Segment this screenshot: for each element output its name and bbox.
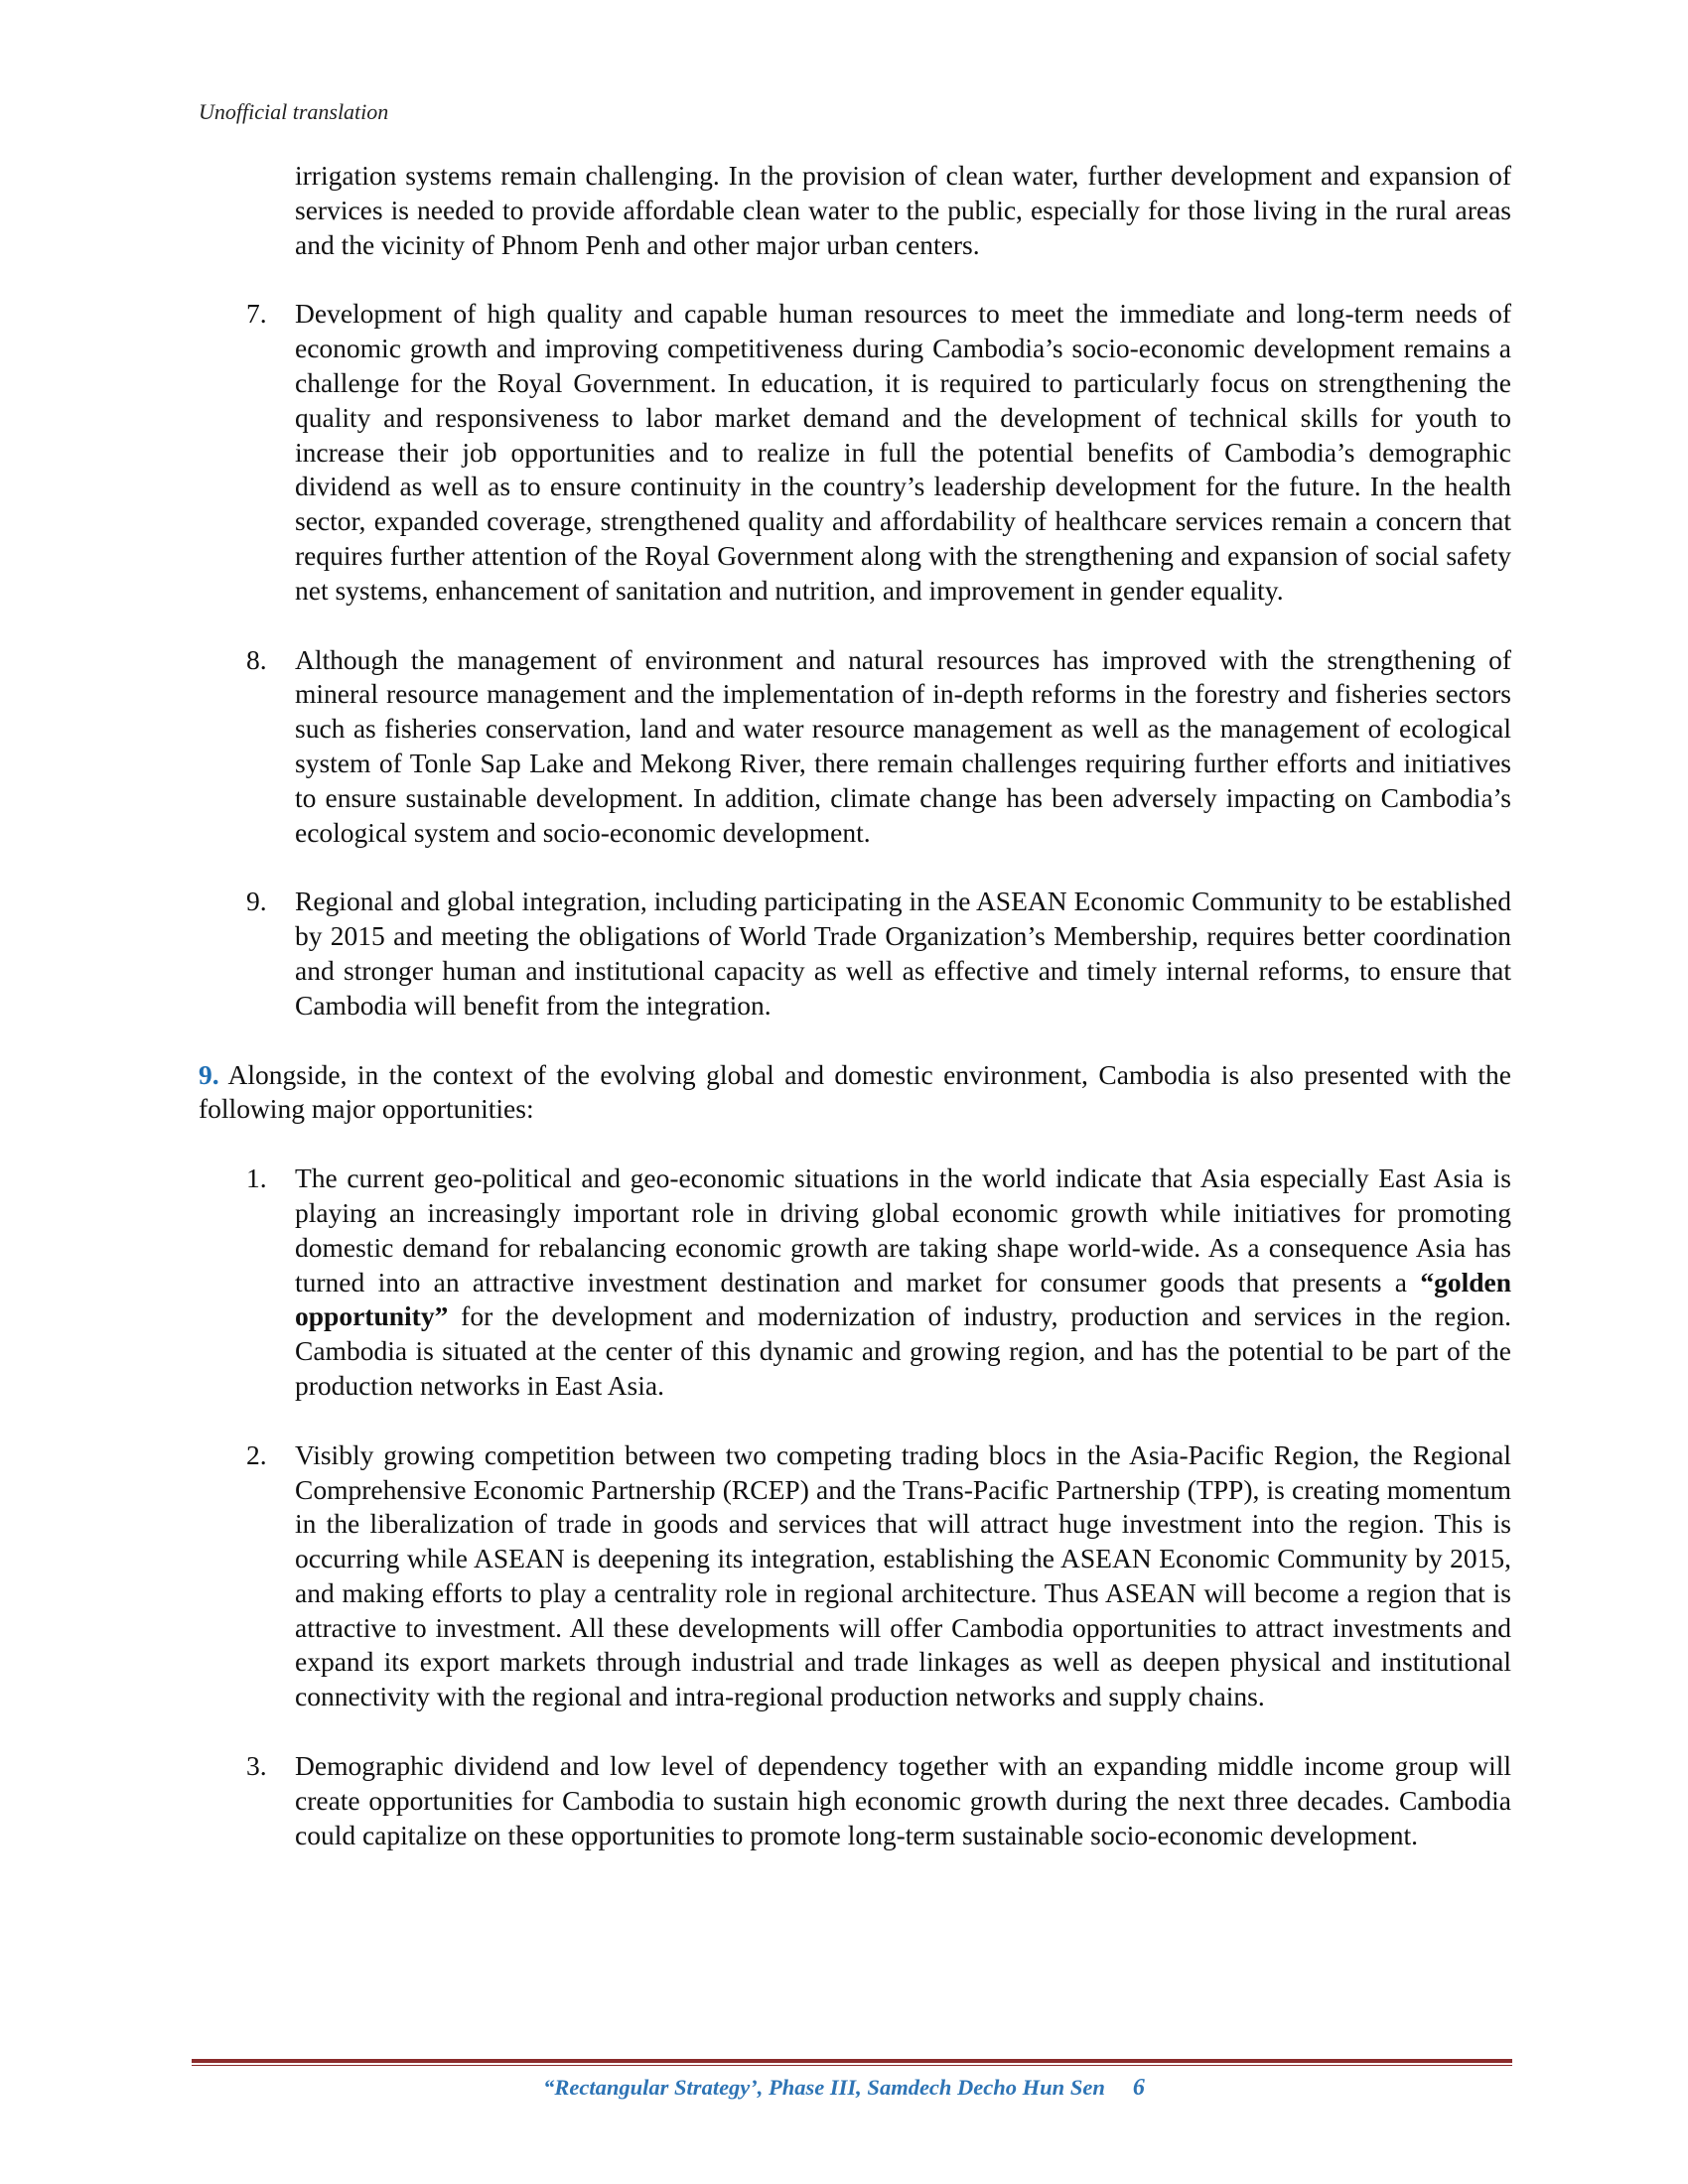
list-item-text: Regional and global integration, including participating in the ASEAN Economic Community to be established by 2015 and meeting the obligations of World Trade Organization’s Membership, requires better coordination and stronger human and institutional capacity as well as effective and timely internal reforms, to ensure that Cambodia will benefit from the integration. — [295, 886, 1511, 1021]
section-text: Alongside, in the context of the evolving global and domestic environment, Cambodia is also presented with the following major opportunities: — [199, 1058, 1511, 1125]
list-item-text: Demographic dividend and low level of dependency together with an expanding middle income group will create opportunities for Cambodia to sustain high economic growth during the next three decades. Cambodia could capitalize on these opportunities to promote long-term sustainable socio-economic development. — [295, 1750, 1511, 1850]
text-segment: The current geo-political and geo-economic situations in the world indicate that Asia especially East Asia is playing an increasingly important role in driving global economic growth while initiatives for promoting domestic demand for rebalancing economic growth are taking shape world-wide. As a consequence Asia has turned into an attractive investment destination and market for consumer goods that presents a — [295, 1162, 1511, 1297]
list-number: 2. — [246, 1438, 267, 1470]
continuation-paragraph: irrigation systems remain challenging. In the provision of clean water, further development and expansion of services is needed to provide affordable clean water to the public, especially for those living in the rural areas and the vicinity of Phnom Penh and other major urban centers. — [295, 160, 1511, 260]
opportunity-item-2 — [246, 1438, 1511, 1714]
list-item-text: Although the management of environment and natural resources has improved with the strengthening of mineral resource management and the implementation of in-depth reforms in the forestry and fisheries sectors such as fisheries conservation, land and water resource management as well as the management of ecological system of Tonle Sap Lake and Mekong River, there remain challenges requiring further efforts and initiatives to ensure sustainable development. In addition, climate change has been adversely impacting on Cambodia’s ecological system and socio-economic development. — [295, 643, 1511, 848]
list-item-text — [295, 1161, 1511, 1404]
list-item-text: Development of high quality and capable human resources to meet the immediate and long-term needs of economic growth and improving competitiveness during Cambodia’s socio-economic development remains a challenge for the Royal Government. In education, it is required to particularly focus on strengthening the quality and responsiveness to labor market demand and the development of technical skills for youth to increase their job opportunities and to realize in full the potential benefits of Cambodia’s demographic dividend as well as to ensure continuity in the country’s leadership development for the future. In the health sector, expanded coverage, strengthened quality and affordability of healthcare services remain a concern that requires further attention of the Royal Government along with the strengthening and expansion of social safety net systems, enhancement of sanitation and nutrition, and improvement in gender equality. — [295, 298, 1511, 606]
page-number: 6 — [1132, 2075, 1145, 2101]
list-item-text: Visibly growing competition between two competing trading blocs in the Asia-Pacific Region, the Regional Comprehensive Economic Partnership (RCEP) and the Trans-Pacific Partnership (TPP), is creating momentum in the liberalization of trade in goods and services that will attract huge investment into the region. This is occurring while ASEAN is deepening its integration, establishing the ASEAN Economic Community by 2015, and making efforts to play a centrality role in regional architecture. Thus ASEAN will become a region that is attractive to investment. All these developments will offer Cambodia opportunities to attract investments and expand its export markets through industrial and trade linkages as well as deepen physical and institutional connectivity with the regional and intra-regional production networks and supply chains. — [295, 1438, 1511, 1712]
footer-divider-thin — [192, 2065, 1512, 2066]
emphasis-text: “golden opportunity” — [295, 1266, 1511, 1332]
list-number: 8. — [246, 643, 267, 675]
document-body — [199, 159, 1511, 1852]
challenge-item-7 — [246, 297, 1511, 608]
page-header-label: Unofficial translation — [199, 99, 389, 124]
text-segment: for the development and modernization of industry, production and services in the region. Cambodia is situated at the center of this dynamic and growing region, and has the potential to be part of the production networks in East Asia. — [295, 1300, 1511, 1401]
page-footer — [0, 2075, 1688, 2102]
challenge-item-8 — [246, 643, 1511, 851]
section-paragraph — [199, 1058, 1511, 1128]
list-number: 1. — [246, 1162, 267, 1194]
section-number: 9. — [199, 1058, 219, 1090]
challenge-item-9 — [246, 885, 1511, 1023]
list-number: 7. — [246, 298, 267, 330]
opportunity-item-3 — [246, 1749, 1511, 1852]
footer-title: “Rectangular Strategy’, Phase III, Samdech Decho Hun Sen — [543, 2075, 1105, 2100]
list-number: 9. — [246, 886, 267, 917]
footer-divider-thick — [192, 2059, 1512, 2063]
list-number: 3. — [246, 1750, 267, 1782]
opportunity-item-1 — [246, 1161, 1511, 1404]
